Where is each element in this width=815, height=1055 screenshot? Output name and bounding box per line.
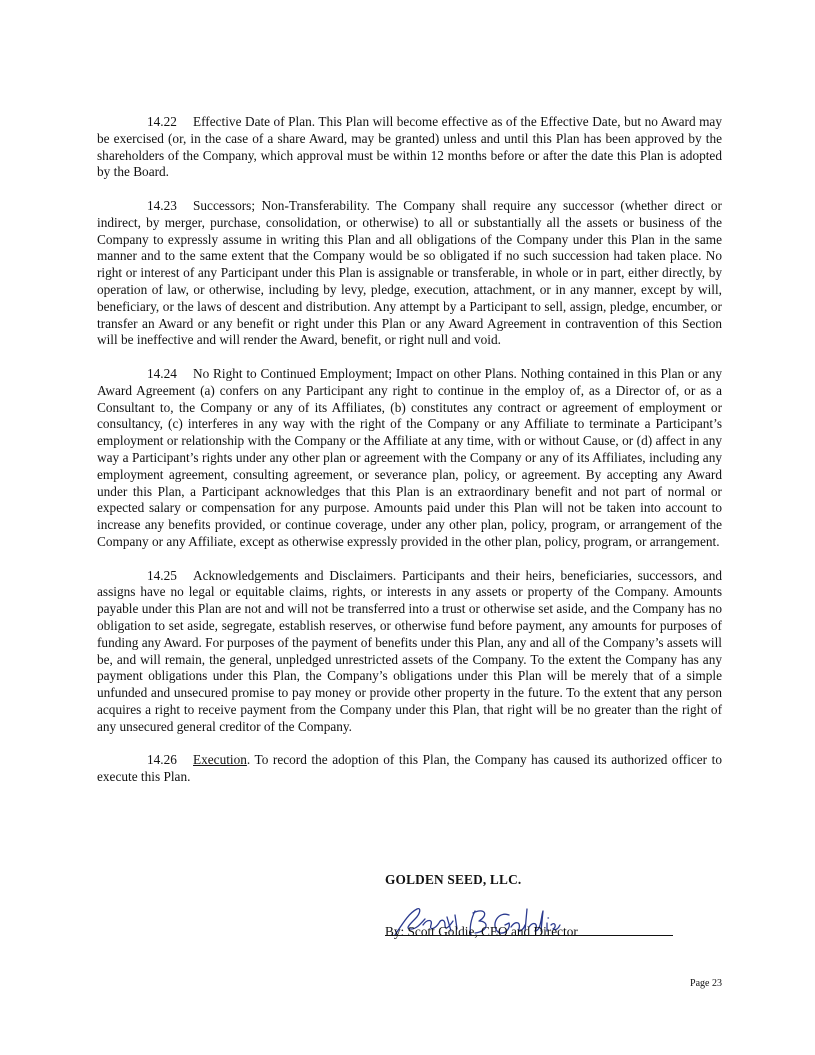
section-14-24 [97, 366, 722, 551]
company-name: GOLDEN SEED, LLC. [385, 872, 522, 887]
section-number: 14.25 [147, 567, 177, 583]
document-body [97, 114, 722, 803]
section-14-22 [97, 114, 722, 181]
section-14-26 [97, 752, 722, 786]
section-number: 14.26 [147, 752, 177, 768]
section-14-23 [97, 198, 722, 349]
signatory-by-line: By: Scott Goldie, CEO and Director [385, 924, 578, 939]
section-heading-execution: Execution [193, 752, 247, 768]
section-number: 14.23 [147, 197, 177, 213]
section-text: Successors; Non-Transferability. The Company shall require any successor (whether direct or indirect, by merger, purchase, consolidation, or otherwise) to all or substantially all the assets or business of the Company to expressly assume in writing this Plan and all obligations of the Company under this Plan in the same manner and to the same extent that the Company would be so obligated if no such succession had taken place. No right or interest of any Participant under this Plan is assignable or transferable, in whole or in part, either directly, by operation of law, or otherwise, including by levy, pledge, execution, attachment, or in any manner, except by will, beneficiary, or the laws of descent and distribution. Any attempt by a Participant to sell, assign, pledge, encumber, or transfer an Award or any benefit or right under this Plan or any Award Agreement in contravention of this Section will be ineffective and will render the Award, benefit, or right null and void. [97, 197, 722, 348]
section-number: 14.22 [147, 114, 177, 129]
section-text: . To record the adoption of this Plan, the Company has caused its authorized officer to execute this Plan. [97, 752, 722, 785]
section-text: Acknowledgements and Disclaimers. Participants and their heirs, beneficiaries, successors, and assigns have no legal or equitable claims, rights, or interests in any assets or property of the Company. Amounts payable under this Plan are not and will not be transferred into a trust or otherwise set aside, and the Company has no obligation to set aside, segregate, establish reserves, or otherwise fund before payment, any amounts for purposes of funding any Award. For purposes of the payment of benefits under this Plan, any and all of the Company’s assets will be, and will remain, the general, unpledged unrestricted assets of the Company. To the extent the Company has any payment obligations under this Plan, the Company’s obligations under this Plan will be merely that of a simple unfunded and unsecured promise to pay money or provide other property in the future. To the extent that any person acquires a right to receive payment from the Company under this Plan, that right will be no greater than the right of any unsecured general creditor of the Company. [97, 567, 722, 734]
page-number: Page 23 [690, 978, 722, 989]
section-text: No Right to Continued Employment; Impact on other Plans. Nothing contained in this Plan or any Award Agreement (a) confers on any Participant any right to continue in the employ of, as a Director of, or as a Consultant to, the Company or any of its Affiliates, (b) constitutes any contract or agreement of employment or consultancy, (c) interferes in any way with the right of the Company or any Affiliate to terminate a Participant’s employment or relationship with the Company or the Affiliate at any time, with or without Cause, or (d) affect in any way a Participant’s rights under any other plan or agreement with the Company or any of its Affiliates, including any employment agreement, consulting agreement, or severance plan, policy, or agreement. By accepting any Award under this Plan, a Participant acknowledges that this Plan is an extraordinary benefit and not part of normal or expected salary or compensation for any purpose. Amounts paid under this Plan will not be taken into account to increase any benefits provided, or continue coverage, under any other plan, policy, program, or arrangement of the Company or any Affiliate, except as otherwise expressly provided in the other plan, policy, program, or arrangement. [97, 365, 722, 549]
section-14-25 [97, 568, 722, 736]
section-text: Effective Date of Plan. This Plan will become effective as of the Effective Date, but no Award may be exercised (or, in the case of a share Award, may be granted) unless and until this Plan has been approved by the shareholders of the Company, which approval must be within 12 months before or after the date this Plan is adopted by the Board. [97, 114, 722, 180]
section-number: 14.24 [147, 365, 177, 381]
